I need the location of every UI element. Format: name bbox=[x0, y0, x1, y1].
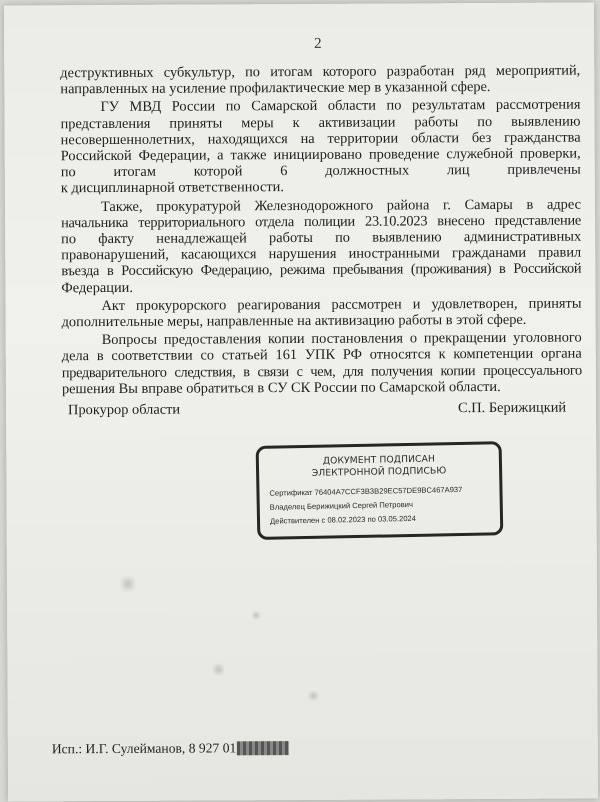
text-line: несовершеннолетних, находящихся на территории области без гражданства bbox=[60, 129, 581, 149]
text-line: Акт прокурорского реагирования рассмотрен и удовлетворен, приняты bbox=[101, 295, 582, 314]
stamp-heading-line: ДОКУМЕНТ ПОДПИСАН bbox=[322, 453, 436, 467]
document-page bbox=[4, 2, 598, 801]
text-line: Также, прокуратурой Железнодорожного района г. Самары в адрес bbox=[100, 196, 582, 215]
text-line: дела в соответствии со статьей 161 УПК РФ относятся к компетенции органа bbox=[61, 345, 582, 365]
paragraph-4 bbox=[61, 295, 581, 330]
signatory-name: С.П. Берижицкий bbox=[457, 399, 567, 417]
electronic-signature-stamp bbox=[256, 441, 504, 540]
text-line: деструктивных субкультур, по итогам которого разработан ряд мероприятий, bbox=[60, 62, 581, 82]
paragraph-1 bbox=[60, 63, 580, 98]
signature-block bbox=[67, 399, 588, 419]
text-line: дополнительные меры, направленные на активизацию работы в этой сфере. bbox=[61, 311, 527, 331]
text-line: начальника территориального отдела полиции 23.10.2023 внесено представление bbox=[61, 212, 582, 232]
scan-smudge bbox=[308, 690, 320, 702]
executor-line bbox=[52, 740, 290, 757]
text-line: Федерации. bbox=[61, 279, 134, 296]
page-number: 2 bbox=[314, 35, 322, 52]
stamp-validity: Действителен с 08.02.2023 по 03.05.2024 bbox=[269, 513, 417, 526]
signatory-title: Прокурор области bbox=[67, 401, 181, 419]
paragraph-2 bbox=[60, 97, 581, 197]
text-line: по факту ненадлежащей работы по выявлению административных bbox=[61, 228, 582, 248]
stamp-heading-line: ЭЛЕКТРОННОЙ ПОДПИСЬЮ bbox=[311, 465, 447, 479]
stamp-owner: Владелец Берижицкий Сергей Петрович bbox=[269, 499, 414, 512]
text-line: решения Вы вправе обратиться в СУ СК России по Самарской области. bbox=[61, 378, 501, 398]
text-line: Российской Федерации, а также инициировано проведение служебной проверки, bbox=[60, 145, 581, 165]
text-line: ГУ МВД России по Самарской области по результатам рассмотрения bbox=[100, 96, 581, 116]
letter-body bbox=[60, 61, 582, 398]
text-line: представления приняты меры к активизации работы по выявлению bbox=[60, 113, 581, 132]
stamp-heading bbox=[259, 452, 499, 481]
text-line: к дисциплинарной ответственности. bbox=[60, 179, 284, 197]
paragraph-3 bbox=[61, 196, 582, 296]
scan-smudge bbox=[211, 662, 225, 676]
stamp-certificate: Сертификат 76404A7CCF3B3B29EC57DE9BC467A937 bbox=[269, 485, 463, 498]
executor-contact: Исп.: И.Г. Сулейманов, 8 927 01 bbox=[51, 740, 237, 757]
text-line: по итогам которой 6 должностных лиц привлечены bbox=[60, 161, 581, 181]
scan-smudge bbox=[251, 610, 261, 620]
text-line: направленных на усиление профилактические мер в указанной сфере. bbox=[60, 79, 491, 98]
scan-smudge bbox=[119, 575, 137, 593]
text-line: правонарушений, касающихся нарушения иностранными гражданами правил bbox=[61, 244, 582, 264]
text-line: предварительного следствия, в связи с чем, для получения копии процессуального bbox=[61, 362, 582, 381]
redaction-mark bbox=[237, 741, 289, 755]
text-line: Вопросы предоставления копии постановления о прекращении уголовного bbox=[101, 329, 582, 349]
text-line: въезда в Российскую Федерацию, режима пребывания (проживания) в Российской bbox=[61, 260, 582, 280]
paragraph-5 bbox=[62, 330, 582, 398]
